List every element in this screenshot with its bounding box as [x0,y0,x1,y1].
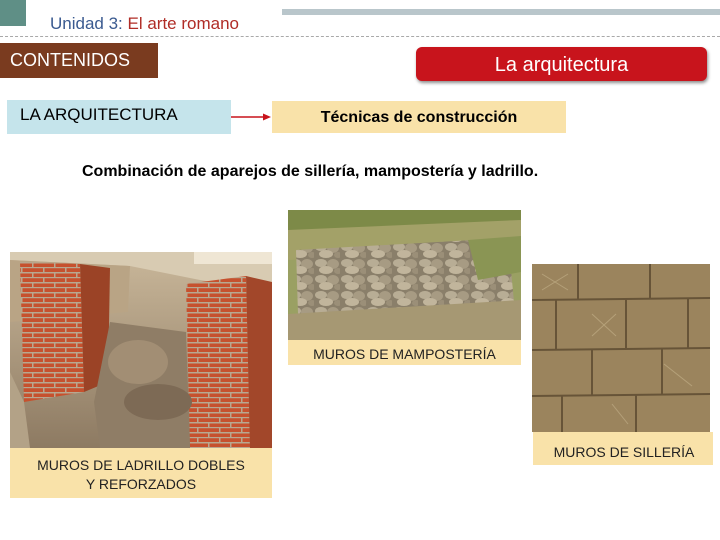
brick-wall-caption [10,448,272,498]
brick-caption-line-2: Y REFORZADOS [85,476,197,492]
unit-prefix: Unidad 3: [50,14,128,33]
arrow-right-icon [230,110,272,124]
contents-label: CONTENIDOS [0,43,158,78]
technique-label: Técnicas de construcción [272,101,566,133]
masonry-wall-caption: MUROS DE MAMPOSTERÍA [288,340,521,365]
ashlar-wall-caption: MUROS DE SILLERÍA [533,432,713,465]
corner-decoration [0,0,26,26]
header-rule [282,9,720,15]
description-text: Combinación de aparejos de sillería, mampostería y ladrillo. [82,163,539,180]
masonry-wall-photo [288,210,521,340]
header-divider [0,36,720,37]
topic-banner: La arquitectura [416,47,707,81]
unit-subject: El arte romano [127,14,239,33]
ashlar-wall-photo [532,264,710,432]
brick-wall-photo [10,252,272,448]
section-title: LA ARQUITECTURA [7,100,231,134]
brick-caption-line-1: MUROS DE LADRILLO DOBLES [37,457,245,473]
unit-title [50,14,239,34]
